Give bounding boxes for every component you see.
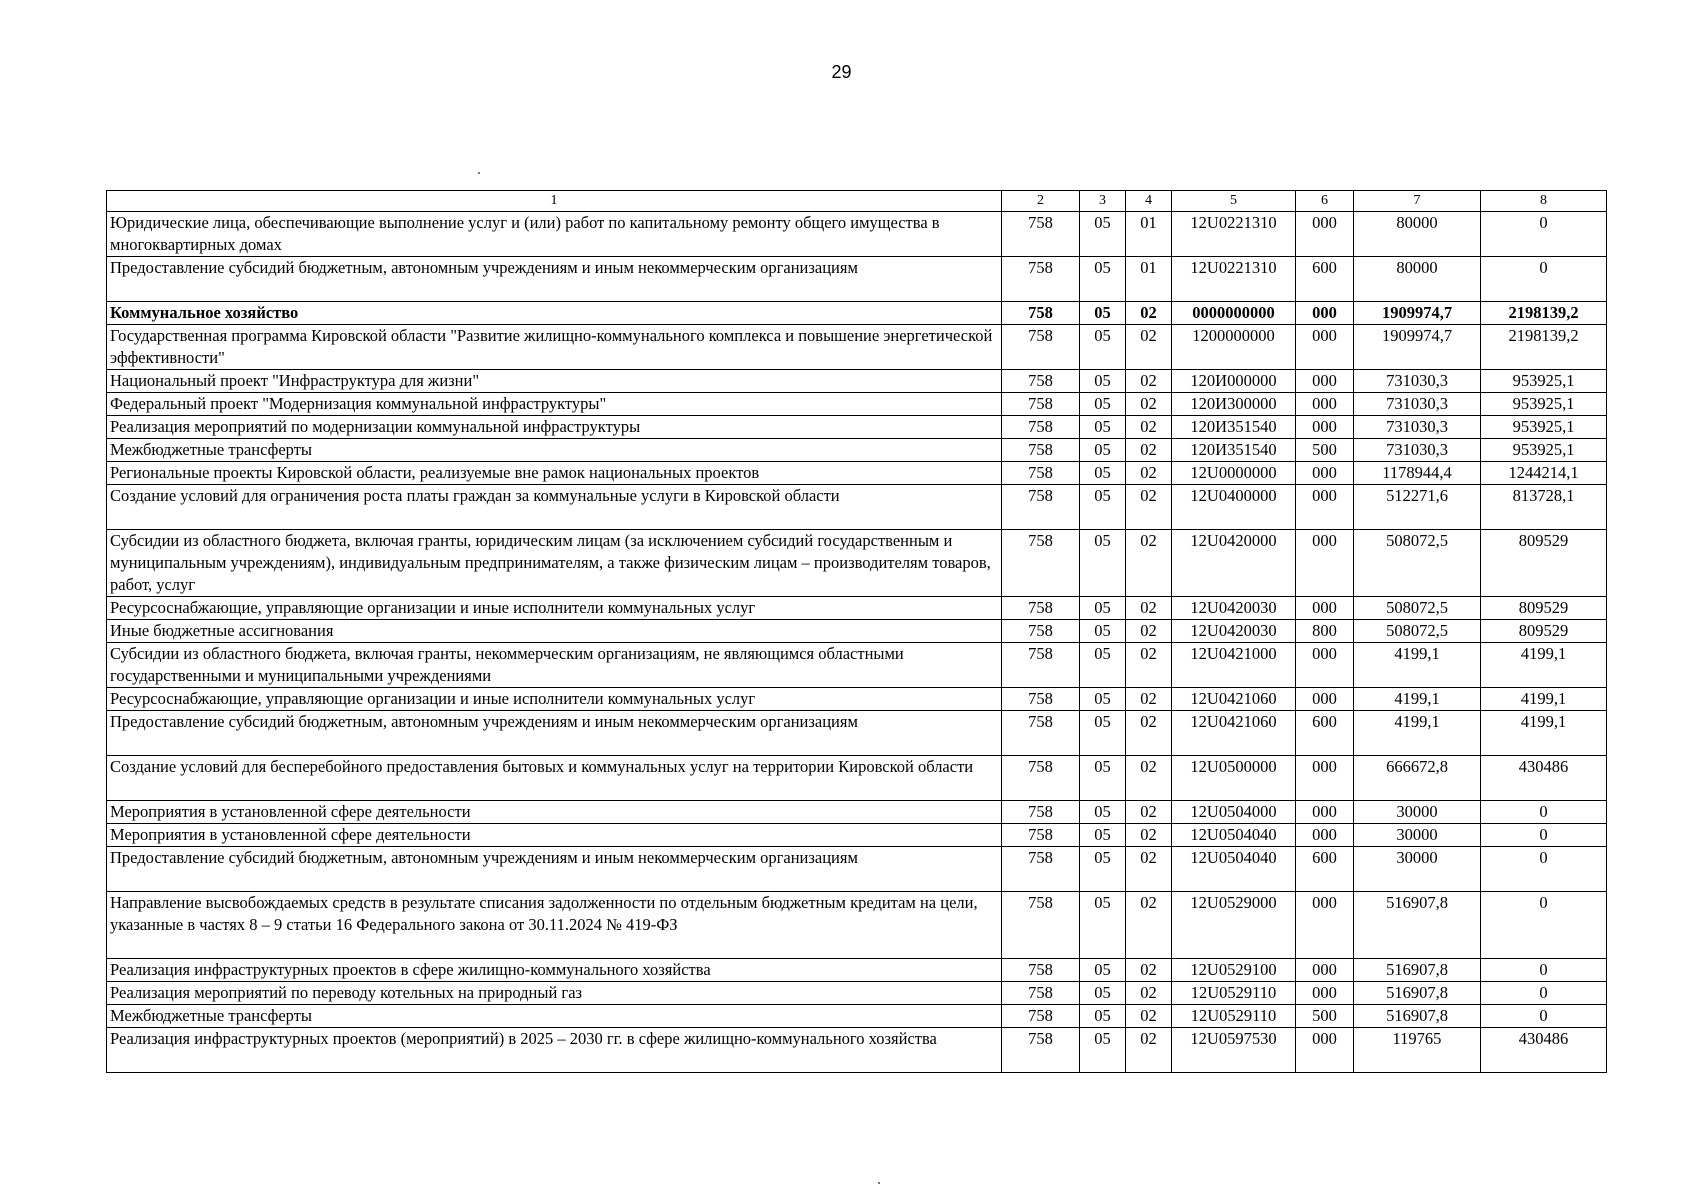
row-name-cell: Предоставление субсидий бюджетным, автономным учреждениям и иным некоммерческим организациям (107, 847, 1002, 892)
expense-type-cell: 000 (1296, 1028, 1354, 1073)
amount-2026-cell: 4199,1 (1354, 711, 1481, 756)
amount-2027-cell: 430486 (1481, 756, 1607, 801)
row-name-cell: Направление высвобождаемых средств в результате списания задолженности по отдельным бюджетным кредитам на цели, указанные в частях 8 – 9 статьи 16 Федерального закона от 30.11.2024 № 419-ФЗ (107, 892, 1002, 959)
admin-code-cell: 758 (1002, 959, 1080, 982)
table-row (107, 302, 1607, 325)
table-row (107, 439, 1607, 462)
amount-2027-cell: 953925,1 (1481, 416, 1607, 439)
admin-code-cell: 758 (1002, 982, 1080, 1005)
expense-type-cell: 000 (1296, 485, 1354, 530)
table-row (107, 212, 1607, 257)
expense-type-cell: 600 (1296, 711, 1354, 756)
admin-code-cell: 758 (1002, 756, 1080, 801)
expense-type-cell: 000 (1296, 416, 1354, 439)
amount-2027-cell: 0 (1481, 847, 1607, 892)
table-row (107, 257, 1607, 302)
table-row (107, 370, 1607, 393)
expense-type-cell: 000 (1296, 302, 1354, 325)
row-name-cell: Реализация инфраструктурных проектов в сфере жилищно-коммунального хозяйства (107, 959, 1002, 982)
target-article-cell: 0000000000 (1172, 302, 1296, 325)
table-row (107, 824, 1607, 847)
section-cell: 05 (1080, 485, 1126, 530)
row-name-cell: Предоставление субсидий бюджетным, автономным учреждениям и иным некоммерческим организациям (107, 257, 1002, 302)
amount-2027-cell: 4199,1 (1481, 711, 1607, 756)
admin-code-cell: 758 (1002, 892, 1080, 959)
amount-2026-cell: 508072,5 (1354, 597, 1481, 620)
amount-2027-cell: 0 (1481, 212, 1607, 257)
subsection-cell: 02 (1126, 620, 1172, 643)
row-name-cell: Ресурсоснабжающие, управляющие организации и иные исполнители коммунальных услуг (107, 597, 1002, 620)
table-row (107, 416, 1607, 439)
page-number: 29 (831, 62, 852, 82)
header-cell: 5 (1172, 191, 1296, 212)
admin-code-cell: 758 (1002, 1028, 1080, 1073)
amount-2026-cell: 512271,6 (1354, 485, 1481, 530)
table-row (107, 688, 1607, 711)
amount-2026-cell: 516907,8 (1354, 959, 1481, 982)
section-cell: 05 (1080, 620, 1126, 643)
amount-2027-cell: 0 (1481, 982, 1607, 1005)
target-article-cell: 12U0221310 (1172, 212, 1296, 257)
table-row (107, 530, 1607, 597)
row-name-cell: Федеральный проект "Модернизация коммунальной инфраструктуры" (107, 393, 1002, 416)
table-row (107, 711, 1607, 756)
row-name-cell: Коммунальное хозяйство (107, 302, 1002, 325)
amount-2026-cell: 1909974,7 (1354, 302, 1481, 325)
amount-2027-cell: 809529 (1481, 597, 1607, 620)
amount-2026-cell: 731030,3 (1354, 393, 1481, 416)
expense-type-cell: 000 (1296, 688, 1354, 711)
header-cell: 6 (1296, 191, 1354, 212)
target-article-cell: 12U0420030 (1172, 597, 1296, 620)
subsection-cell: 02 (1126, 370, 1172, 393)
subsection-cell: 02 (1126, 711, 1172, 756)
subsection-cell: 02 (1126, 530, 1172, 597)
admin-code-cell: 758 (1002, 302, 1080, 325)
expense-type-cell: 800 (1296, 620, 1354, 643)
section-cell: 05 (1080, 847, 1126, 892)
section-cell: 05 (1080, 462, 1126, 485)
section-cell: 05 (1080, 439, 1126, 462)
amount-2027-cell: 2198139,2 (1481, 302, 1607, 325)
section-cell: 05 (1080, 416, 1126, 439)
target-article-cell: 12U0421000 (1172, 643, 1296, 688)
amount-2027-cell: 953925,1 (1481, 439, 1607, 462)
header-cell: 3 (1080, 191, 1126, 212)
amount-2027-cell: 4199,1 (1481, 688, 1607, 711)
amount-2026-cell: 516907,8 (1354, 982, 1481, 1005)
target-article-cell: 12U0529110 (1172, 982, 1296, 1005)
section-cell: 05 (1080, 257, 1126, 302)
subsection-cell: 02 (1126, 416, 1172, 439)
admin-code-cell: 758 (1002, 643, 1080, 688)
expense-type-cell: 500 (1296, 1005, 1354, 1028)
amount-2027-cell: 0 (1481, 801, 1607, 824)
subsection-cell: 02 (1126, 892, 1172, 959)
amount-2026-cell: 30000 (1354, 801, 1481, 824)
amount-2026-cell: 1178944,4 (1354, 462, 1481, 485)
target-article-cell: 120И351540 (1172, 416, 1296, 439)
header-cell: 4 (1126, 191, 1172, 212)
target-article-cell: 12U0597530 (1172, 1028, 1296, 1073)
row-name-cell: Государственная программа Кировской области "Развитие жилищно-коммунального комплекса и повышение энергетической эффективности" (107, 325, 1002, 370)
amount-2026-cell: 731030,3 (1354, 370, 1481, 393)
subsection-cell: 02 (1126, 847, 1172, 892)
expense-type-cell: 000 (1296, 212, 1354, 257)
amount-2027-cell: 0 (1481, 257, 1607, 302)
row-name-cell: Межбюджетные трансферты (107, 439, 1002, 462)
row-name-cell: Межбюджетные трансферты (107, 1005, 1002, 1028)
admin-code-cell: 758 (1002, 620, 1080, 643)
section-cell: 05 (1080, 393, 1126, 416)
expense-type-cell: 000 (1296, 325, 1354, 370)
admin-code-cell: 758 (1002, 462, 1080, 485)
amount-2027-cell: 809529 (1481, 530, 1607, 597)
amount-2026-cell: 516907,8 (1354, 1005, 1481, 1028)
target-article-cell: 12U0221310 (1172, 257, 1296, 302)
header-cell: 7 (1354, 191, 1481, 212)
admin-code-cell: 758 (1002, 439, 1080, 462)
admin-code-cell: 758 (1002, 257, 1080, 302)
amount-2026-cell: 119765 (1354, 1028, 1481, 1073)
admin-code-cell: 758 (1002, 370, 1080, 393)
amount-2026-cell: 508072,5 (1354, 620, 1481, 643)
target-article-cell: 120И351540 (1172, 439, 1296, 462)
header-cell: 2 (1002, 191, 1080, 212)
row-name-cell: Региональные проекты Кировской области, реализуемые вне рамок национальных проектов (107, 462, 1002, 485)
target-article-cell: 12U0504000 (1172, 801, 1296, 824)
section-cell: 05 (1080, 982, 1126, 1005)
amount-2027-cell: 430486 (1481, 1028, 1607, 1073)
table-row (107, 801, 1607, 824)
amount-2027-cell: 953925,1 (1481, 370, 1607, 393)
section-cell: 05 (1080, 530, 1126, 597)
table-row (107, 892, 1607, 959)
section-cell: 05 (1080, 325, 1126, 370)
row-name-cell: Предоставление субсидий бюджетным, автономным учреждениям и иным некоммерческим организациям (107, 711, 1002, 756)
target-article-cell: 12U0529000 (1172, 892, 1296, 959)
subsection-cell: 02 (1126, 485, 1172, 530)
table-row (107, 756, 1607, 801)
header-cell: 1 (107, 191, 1002, 212)
amount-2027-cell: 0 (1481, 959, 1607, 982)
amount-2026-cell: 30000 (1354, 824, 1481, 847)
amount-2027-cell: 813728,1 (1481, 485, 1607, 530)
section-cell: 05 (1080, 824, 1126, 847)
table-row (107, 462, 1607, 485)
budget-table (106, 190, 1607, 1073)
table-header-row (107, 191, 1607, 212)
subsection-cell: 02 (1126, 302, 1172, 325)
expense-type-cell: 000 (1296, 393, 1354, 416)
row-name-cell: Создание условий для бесперебойного предоставления бытовых и коммунальных услуг на территории Кировской области (107, 756, 1002, 801)
subsection-cell: 01 (1126, 212, 1172, 257)
expense-type-cell: 000 (1296, 530, 1354, 597)
amount-2026-cell: 508072,5 (1354, 530, 1481, 597)
section-cell: 05 (1080, 892, 1126, 959)
target-article-cell: 12U0420000 (1172, 530, 1296, 597)
target-article-cell: 12U0421060 (1172, 711, 1296, 756)
expense-type-cell: 000 (1296, 643, 1354, 688)
amount-2027-cell: 4199,1 (1481, 643, 1607, 688)
target-article-cell: 12U0400000 (1172, 485, 1296, 530)
section-cell: 05 (1080, 597, 1126, 620)
row-name-cell: Мероприятия в установленной сфере деятельности (107, 824, 1002, 847)
target-article-cell: 12U0421060 (1172, 688, 1296, 711)
target-article-cell: 12U0504040 (1172, 847, 1296, 892)
subsection-cell: 02 (1126, 1005, 1172, 1028)
amount-2027-cell: 1244214,1 (1481, 462, 1607, 485)
section-cell: 05 (1080, 801, 1126, 824)
expense-type-cell: 600 (1296, 257, 1354, 302)
row-name-cell: Реализация инфраструктурных проектов (мероприятий) в 2025 – 2030 гг. в сфере жилищно-коммунального хозяйства (107, 1028, 1002, 1073)
target-article-cell: 120И300000 (1172, 393, 1296, 416)
subsection-cell: 02 (1126, 1028, 1172, 1073)
amount-2027-cell: 0 (1481, 824, 1607, 847)
subsection-cell: 02 (1126, 643, 1172, 688)
amount-2027-cell: 0 (1481, 1005, 1607, 1028)
row-name-cell: Реализация мероприятий по модернизации коммунальной инфраструктуры (107, 416, 1002, 439)
target-article-cell: 12U0529110 (1172, 1005, 1296, 1028)
expense-type-cell: 000 (1296, 370, 1354, 393)
section-cell: 05 (1080, 688, 1126, 711)
table-row (107, 1028, 1607, 1073)
amount-2026-cell: 4199,1 (1354, 643, 1481, 688)
amount-2026-cell: 731030,3 (1354, 439, 1481, 462)
table-row (107, 597, 1607, 620)
amount-2027-cell: 0 (1481, 892, 1607, 959)
table-row (107, 485, 1607, 530)
target-article-cell: 12U0529100 (1172, 959, 1296, 982)
row-name-cell: Субсидии из областного бюджета, включая гранты, некоммерческим организациям, не являющимся областными государственными и муниципальными учреждениями (107, 643, 1002, 688)
table-row (107, 959, 1607, 982)
section-cell: 05 (1080, 711, 1126, 756)
table-row (107, 620, 1607, 643)
expense-type-cell: 000 (1296, 756, 1354, 801)
target-article-cell: 12U0420030 (1172, 620, 1296, 643)
amount-2026-cell: 30000 (1354, 847, 1481, 892)
row-name-cell: Субсидии из областного бюджета, включая гранты, юридическим лицам (за исключением субсидий государственным и муниципальным учреждениям), индивидуальным предпринимателям, а также физическим лицам – производителям товаров, работ, услуг (107, 530, 1002, 597)
table-row (107, 393, 1607, 416)
table-row (107, 643, 1607, 688)
subsection-cell: 02 (1126, 439, 1172, 462)
subsection-cell: 02 (1126, 688, 1172, 711)
admin-code-cell: 758 (1002, 824, 1080, 847)
expense-type-cell: 000 (1296, 801, 1354, 824)
target-article-cell: 1200000000 (1172, 325, 1296, 370)
admin-code-cell: 758 (1002, 711, 1080, 756)
section-cell: 05 (1080, 212, 1126, 257)
row-name-cell: Создание условий для ограничения роста платы граждан за коммунальные услуги в Кировской области (107, 485, 1002, 530)
admin-code-cell: 758 (1002, 801, 1080, 824)
section-cell: 05 (1080, 1005, 1126, 1028)
target-article-cell: 120И000000 (1172, 370, 1296, 393)
amount-2026-cell: 516907,8 (1354, 892, 1481, 959)
header-cell: 8 (1481, 191, 1607, 212)
subsection-cell: 02 (1126, 756, 1172, 801)
amount-2026-cell: 731030,3 (1354, 416, 1481, 439)
row-name-cell: Юридические лица, обеспечивающие выполнение услуг и (или) работ по капитальному ремонту общего имущества в многоквартирных домах (107, 212, 1002, 257)
expense-type-cell: 000 (1296, 824, 1354, 847)
amount-2027-cell: 809529 (1481, 620, 1607, 643)
section-cell: 05 (1080, 756, 1126, 801)
amount-2027-cell: 2198139,2 (1481, 325, 1607, 370)
section-cell: 05 (1080, 302, 1126, 325)
section-cell: 05 (1080, 1028, 1126, 1073)
amount-2026-cell: 1909974,7 (1354, 325, 1481, 370)
expense-type-cell: 600 (1296, 847, 1354, 892)
admin-code-cell: 758 (1002, 485, 1080, 530)
expense-type-cell: 000 (1296, 892, 1354, 959)
row-name-cell: Мероприятия в установленной сфере деятельности (107, 801, 1002, 824)
expense-type-cell: 000 (1296, 462, 1354, 485)
row-name-cell: Национальный проект "Инфраструктура для жизни" (107, 370, 1002, 393)
subsection-cell: 02 (1126, 982, 1172, 1005)
table-row (107, 982, 1607, 1005)
amount-2026-cell: 666672,8 (1354, 756, 1481, 801)
section-cell: 05 (1080, 959, 1126, 982)
row-name-cell: Реализация мероприятий по переводу котельных на природный газ (107, 982, 1002, 1005)
table-row (107, 325, 1607, 370)
admin-code-cell: 758 (1002, 530, 1080, 597)
admin-code-cell: 758 (1002, 597, 1080, 620)
row-name-cell: Ресурсоснабжающие, управляющие организации и иные исполнители коммунальных услуг (107, 688, 1002, 711)
subsection-cell: 02 (1126, 325, 1172, 370)
admin-code-cell: 758 (1002, 416, 1080, 439)
amount-2026-cell: 80000 (1354, 257, 1481, 302)
table-body (107, 212, 1607, 1073)
scan-speck (478, 172, 480, 174)
table-row (107, 847, 1607, 892)
admin-code-cell: 758 (1002, 688, 1080, 711)
target-article-cell: 12U0000000 (1172, 462, 1296, 485)
expense-type-cell: 000 (1296, 959, 1354, 982)
target-article-cell: 12U0500000 (1172, 756, 1296, 801)
table-row (107, 1005, 1607, 1028)
admin-code-cell: 758 (1002, 212, 1080, 257)
amount-2026-cell: 80000 (1354, 212, 1481, 257)
subsection-cell: 02 (1126, 597, 1172, 620)
expense-type-cell: 500 (1296, 439, 1354, 462)
subsection-cell: 02 (1126, 959, 1172, 982)
subsection-cell: 01 (1126, 257, 1172, 302)
amount-2026-cell: 4199,1 (1354, 688, 1481, 711)
scan-speck (878, 1182, 880, 1184)
row-name-cell: Иные бюджетные ассигнования (107, 620, 1002, 643)
admin-code-cell: 758 (1002, 847, 1080, 892)
subsection-cell: 02 (1126, 462, 1172, 485)
admin-code-cell: 758 (1002, 393, 1080, 416)
admin-code-cell: 758 (1002, 1005, 1080, 1028)
amount-2027-cell: 953925,1 (1481, 393, 1607, 416)
expense-type-cell: 000 (1296, 597, 1354, 620)
subsection-cell: 02 (1126, 824, 1172, 847)
target-article-cell: 12U0504040 (1172, 824, 1296, 847)
admin-code-cell: 758 (1002, 325, 1080, 370)
section-cell: 05 (1080, 370, 1126, 393)
expense-type-cell: 000 (1296, 982, 1354, 1005)
subsection-cell: 02 (1126, 801, 1172, 824)
section-cell: 05 (1080, 643, 1126, 688)
subsection-cell: 02 (1126, 393, 1172, 416)
